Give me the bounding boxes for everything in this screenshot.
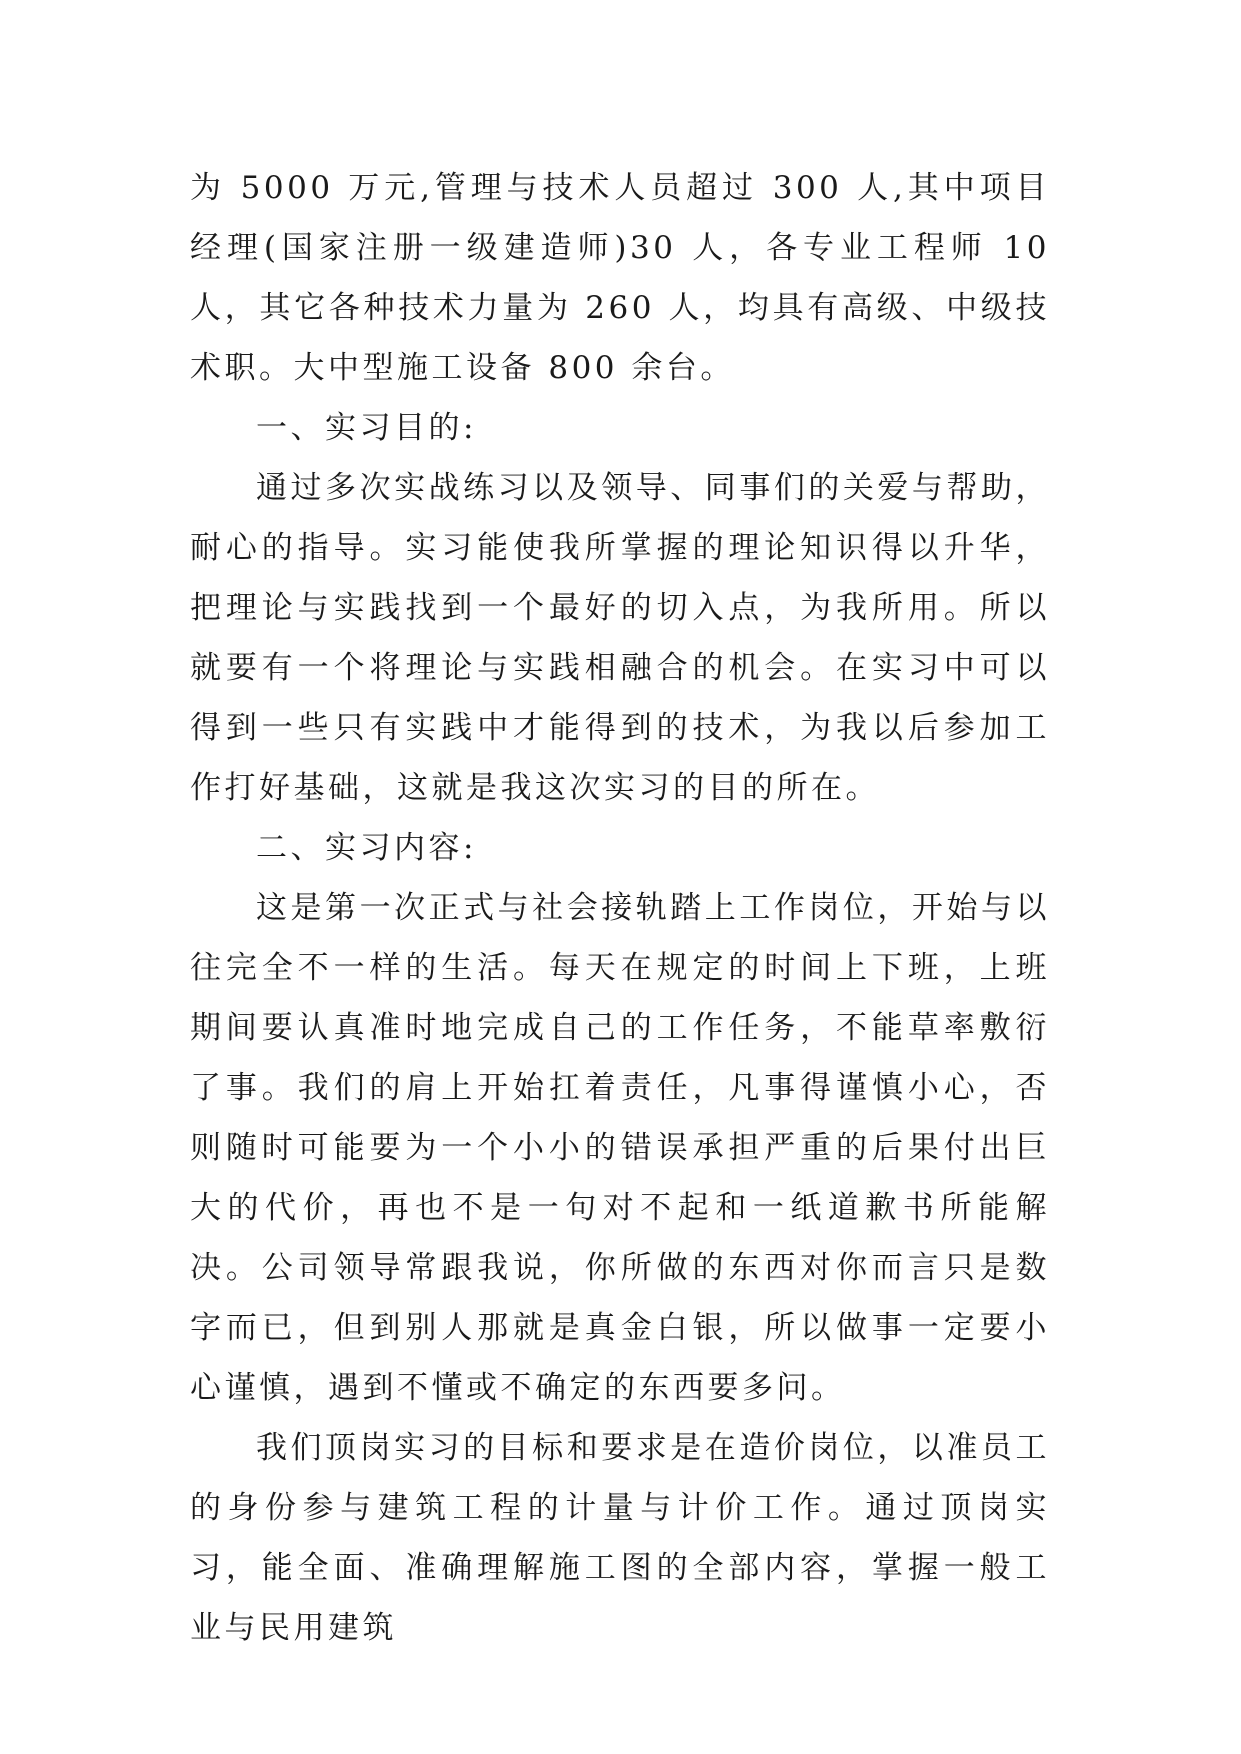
paragraph-internship-goals: 我们顶岗实习的目标和要求是在造价岗位，以准员工的身份参与建筑工程的计量与计价工作。通过顶岗实习，能全面、准确理解施工图的全部内容，掌握一般工业与民用建筑 — [190, 1430, 1050, 1646]
paragraph-company-profile: 为 5000 万元,管理与技术人员超过 300 人,其中项目经理(国家注册一级建造师)30 人，各专业工程师 10 人，其它各种技术力量为 260 人，均具有高级、中级技术职。大中型施工设备 800 余台。 — [190, 170, 1050, 386]
heading-internship-content: 二、实习内容: — [256, 830, 477, 866]
document-body — [190, 158, 1050, 1658]
paragraph-internship-content: 这是第一次正式与社会接轨踏上工作岗位，开始与以往完全不一样的生活。每天在规定的时间上下班，上班期间要认真准时地完成自己的工作任务，不能草率敷衍了事。我们的肩上开始扛着责任，凡事得谨慎小心，否则随时可能要为一个小小的错误承担严重的后果付出巨大的代价，再也不是一句对不起和一纸道歉书所能解决。公司领导常跟我说，你所做的东西对你而言只是数字而已，但到别人那就是真金白银，所以做事一定要小心谨慎，遇到不懂或不确定的东西要多问。 — [190, 890, 1050, 1406]
heading-internship-purpose: 一、实习目的: — [256, 410, 477, 446]
paragraph-internship-purpose: 通过多次实战练习以及领导、同事们的关爱与帮助，耐心的指导。实习能使我所掌握的理论知识得以升华，把理论与实践找到一个最好的切入点，为我所用。所以就要有一个将理论与实践相融合的机会。在实习中可以得到一些只有实践中才能得到的技术，为我以后参加工作打好基础，这就是我这次实习的目的所在。 — [190, 470, 1050, 806]
